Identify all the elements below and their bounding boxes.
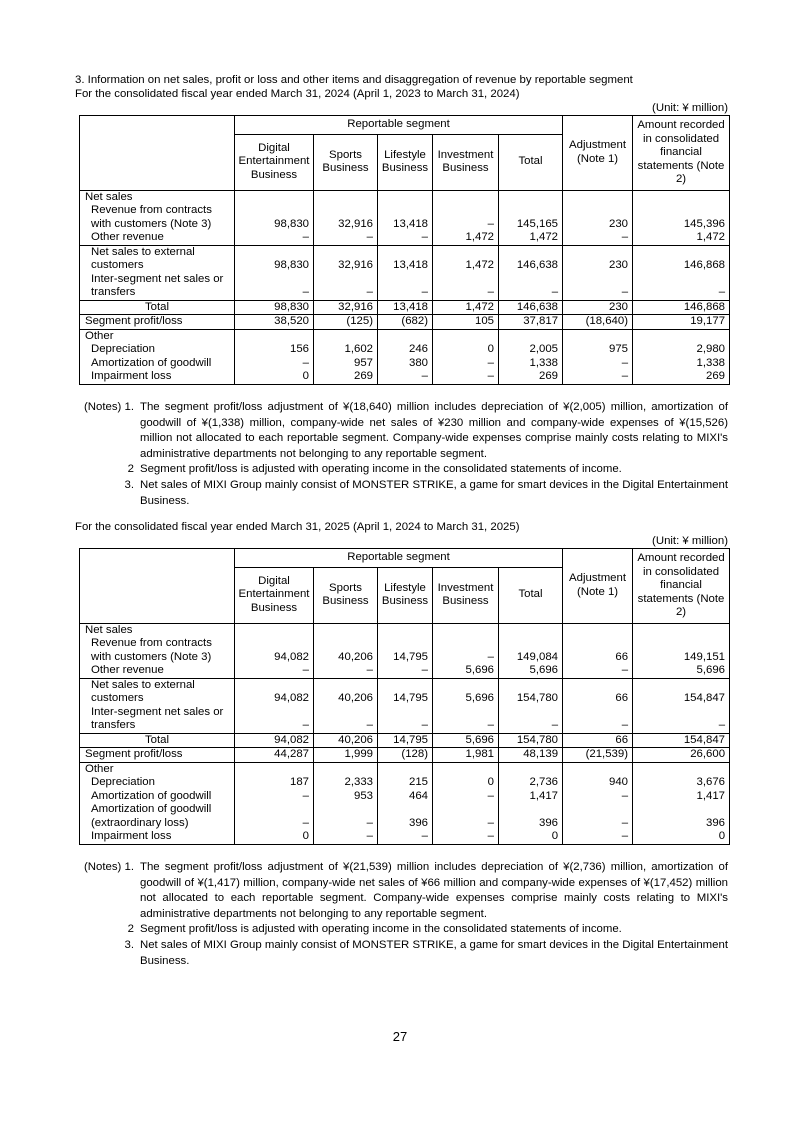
value-cell: –: [235, 803, 314, 830]
investment-business-header: Investment Business: [433, 567, 499, 623]
value-cell: 230: [563, 245, 633, 273]
value-cell: –: [378, 664, 433, 678]
value-cell: (682): [378, 315, 433, 330]
row-label: Other revenue: [80, 664, 235, 678]
table-row: [80, 231, 730, 245]
table-row: [80, 776, 730, 790]
note-number: (Notes) 1.: [83, 401, 134, 413]
value-cell: –: [433, 830, 499, 844]
value-cell: 957: [314, 357, 378, 371]
reportable-segment-header: Reportable segment: [235, 116, 563, 135]
row-label: Impairment loss: [80, 830, 235, 844]
table-row: [80, 678, 730, 706]
value-cell: 2,736: [499, 776, 563, 790]
value-cell: 146,868: [633, 245, 730, 273]
table-row: [80, 245, 730, 273]
value-cell: 98,830: [235, 204, 314, 231]
note-text: Net sales of MIXI Group mainly consist of MONSTER STRIKE, a game for smart devices in the Digital Entertainment Business.: [140, 938, 728, 967]
value-cell: 94,082: [235, 678, 314, 706]
value-cell: 105: [433, 315, 499, 330]
value-cell: 953: [314, 790, 378, 804]
value-cell: –: [433, 706, 499, 734]
value-cell: 149,084: [499, 637, 563, 664]
fy2025-segment-table: [79, 548, 730, 845]
value-cell: 37,817: [499, 315, 563, 330]
value-cell: 149,151: [633, 637, 730, 664]
value-cell: –: [563, 790, 633, 804]
lifestyle-business-header: Lifestyle Business: [378, 567, 433, 623]
note-item: [72, 922, 728, 938]
value-cell: –: [563, 830, 633, 844]
value-cell: 940: [563, 776, 633, 790]
total-header: Total: [499, 134, 563, 190]
consolidated-amount-header: Amount recorded in consolidated financial statements (Note 2): [633, 116, 730, 191]
digital-entertainment-header: Digital Entertainment Business: [235, 134, 314, 190]
value-cell: 1,472: [433, 245, 499, 273]
other-label: Other: [80, 329, 235, 343]
note-item: [72, 478, 728, 509]
value-cell: –: [563, 357, 633, 371]
value-cell: 40,206: [314, 678, 378, 706]
value-cell: 154,847: [633, 678, 730, 706]
total-row: [80, 300, 730, 315]
value-cell: 154,780: [499, 678, 563, 706]
note-number: 2: [127, 463, 134, 476]
sports-business-header: Sports Business: [314, 134, 378, 190]
total-row: [80, 733, 730, 748]
value-cell: 14,795: [378, 637, 433, 664]
value-cell: (18,640): [563, 315, 633, 330]
value-cell: 5,696: [433, 664, 499, 678]
section-title: 3. Information on net sales, profit or loss and other items and disaggregation of revenue by reportable segment: [75, 74, 633, 86]
table-row: [80, 343, 730, 357]
table-row: [80, 803, 730, 830]
value-cell: –: [433, 790, 499, 804]
value-cell: –: [633, 273, 730, 301]
fy2024-notes: [72, 400, 728, 509]
table-corner-cell: [80, 116, 235, 191]
value-cell: 3,676: [633, 776, 730, 790]
note-text: Net sales of MIXI Group mainly consist of MONSTER STRIKE, a game for smart devices in the Digital Entertainment Business.: [140, 478, 728, 507]
value-cell: 1,981: [433, 748, 499, 763]
value-cell: 145,165: [499, 204, 563, 231]
row-label: Revenue from contracts with customers (Note 3): [80, 637, 235, 664]
value-cell: 145,396: [633, 204, 730, 231]
net-sales-label: Net sales: [80, 190, 235, 204]
value-cell: 396: [378, 803, 433, 830]
row-label: Amortization of goodwill: [80, 357, 235, 371]
note-item: [72, 860, 728, 922]
fy2025-unit-label: (Unit: ¥ million): [652, 535, 728, 547]
value-cell: –: [433, 370, 499, 384]
value-cell: 1,417: [499, 790, 563, 804]
table-corner-cell: [80, 549, 235, 624]
value-cell: 66: [563, 733, 633, 748]
row-label: Segment profit/loss: [80, 315, 235, 330]
value-cell: –: [235, 706, 314, 734]
value-cell: 1,472: [433, 231, 499, 245]
value-cell: –: [499, 706, 563, 734]
value-cell: 1,472: [633, 231, 730, 245]
adjustment-header: Adjustment (Note 1): [563, 549, 633, 624]
note-item: [72, 938, 728, 969]
value-cell: –: [563, 664, 633, 678]
table-row: [80, 204, 730, 231]
value-cell: 0: [235, 830, 314, 844]
value-cell: 32,916: [314, 300, 378, 315]
value-cell: 1,338: [633, 357, 730, 371]
table-row: [80, 370, 730, 384]
value-cell: 0: [433, 343, 499, 357]
other-label: Other: [80, 762, 235, 776]
value-cell: 187: [235, 776, 314, 790]
row-label: Total: [80, 300, 235, 315]
value-cell: 269: [314, 370, 378, 384]
value-cell: 396: [499, 803, 563, 830]
row-label: Total: [80, 733, 235, 748]
value-cell: 13,418: [378, 245, 433, 273]
value-cell: 2,333: [314, 776, 378, 790]
row-label: Inter-segment net sales or transfers: [80, 706, 235, 734]
value-cell: –: [433, 357, 499, 371]
value-cell: (128): [378, 748, 433, 763]
table-row: [80, 273, 730, 301]
net-sales-label: Net sales: [80, 623, 235, 637]
value-cell: 38,520: [235, 315, 314, 330]
value-cell: 94,082: [235, 637, 314, 664]
value-cell: –: [314, 273, 378, 301]
value-cell: –: [314, 706, 378, 734]
value-cell: –: [433, 637, 499, 664]
value-cell: 66: [563, 637, 633, 664]
value-cell: 0: [433, 776, 499, 790]
note-number: (Notes) 1.: [83, 861, 134, 873]
note-number: 3.: [124, 938, 134, 951]
value-cell: –: [314, 830, 378, 844]
note-text: The segment profit/loss adjustment of ¥(18,640) million includes depreciation of ¥(2,005) million, amortization of goodwill of ¥(1,338) million, company-wide net sales of ¥230 million and company-wide expenses of ¥(15,526) million not allocated to each reportable segment. Company-wide expenses comprise mainly costs relating to MIXI's administrative departments not belonging to any reportable segment.: [140, 401, 728, 460]
value-cell: 156: [235, 343, 314, 357]
consolidated-amount-header: Amount recorded in consolidated financial statements (Note 2): [633, 549, 730, 624]
table-row: [80, 706, 730, 734]
value-cell: –: [314, 664, 378, 678]
value-cell: 26,600: [633, 748, 730, 763]
row-label: Other revenue: [80, 231, 235, 245]
value-cell: 5,696: [633, 664, 730, 678]
value-cell: 1,417: [633, 790, 730, 804]
value-cell: 154,847: [633, 733, 730, 748]
table-row: [80, 357, 730, 371]
value-cell: –: [235, 273, 314, 301]
value-cell: 14,795: [378, 733, 433, 748]
value-cell: 146,638: [499, 300, 563, 315]
note-text: The segment profit/loss adjustment of ¥(21,539) million includes depreciation of ¥(2,736) million, amortization of goodwill of ¥(1,417) million, company-wide net sales of ¥66 million and company-wide expenses of ¥(17,452) million not allocated to each reportable segment. Company-wide expenses comprise mainly costs relating to MIXI's administrative departments not belonging to any reportable segment.: [140, 861, 728, 920]
row-label: Amortization of goodwill: [80, 790, 235, 804]
value-cell: 0: [235, 370, 314, 384]
total-header: Total: [499, 567, 563, 623]
value-cell: –: [235, 664, 314, 678]
fy2025-period-heading: For the consolidated fiscal year ended March 31, 2025 (April 1, 2024 to March 31, 2025): [75, 521, 520, 533]
row-label: Impairment loss: [80, 370, 235, 384]
value-cell: 146,868: [633, 300, 730, 315]
value-cell: –: [433, 803, 499, 830]
adjustment-header: Adjustment (Note 1): [563, 116, 633, 191]
value-cell: 0: [499, 830, 563, 844]
value-cell: 215: [378, 776, 433, 790]
value-cell: –: [314, 803, 378, 830]
value-cell: –: [563, 370, 633, 384]
value-cell: –: [235, 790, 314, 804]
investment-business-header: Investment Business: [433, 134, 499, 190]
value-cell: –: [378, 706, 433, 734]
value-cell: 44,287: [235, 748, 314, 763]
fy2025-notes: [72, 860, 728, 969]
row-label: Revenue from contracts with customers (Note 3): [80, 204, 235, 231]
value-cell: 2,980: [633, 343, 730, 357]
value-cell: 230: [563, 204, 633, 231]
value-cell: –: [378, 273, 433, 301]
row-label: Net sales to external customers: [80, 245, 235, 273]
value-cell: 246: [378, 343, 433, 357]
value-cell: –: [314, 231, 378, 245]
value-cell: 269: [633, 370, 730, 384]
value-cell: 5,696: [433, 733, 499, 748]
value-cell: 1,338: [499, 357, 563, 371]
value-cell: 975: [563, 343, 633, 357]
value-cell: (21,539): [563, 748, 633, 763]
fy2024-segment-table: [79, 115, 730, 385]
digital-entertainment-header: Digital Entertainment Business: [235, 567, 314, 623]
value-cell: (125): [314, 315, 378, 330]
reportable-segment-header: Reportable segment: [235, 549, 563, 568]
value-cell: 146,638: [499, 245, 563, 273]
table-row: [80, 790, 730, 804]
value-cell: 230: [563, 300, 633, 315]
row-label: Inter-segment net sales or transfers: [80, 273, 235, 301]
value-cell: 5,696: [499, 664, 563, 678]
note-number: 2: [127, 923, 134, 936]
note-text: Segment profit/loss is adjusted with operating income in the consolidated statements of income.: [140, 463, 622, 476]
value-cell: –: [433, 204, 499, 231]
row-label: Net sales to external customers: [80, 678, 235, 706]
value-cell: 66: [563, 678, 633, 706]
table-row: [80, 830, 730, 844]
value-cell: 5,696: [433, 678, 499, 706]
value-cell: 380: [378, 357, 433, 371]
value-cell: 0: [633, 830, 730, 844]
value-cell: –: [378, 370, 433, 384]
table-row: [80, 637, 730, 664]
value-cell: –: [563, 803, 633, 830]
value-cell: 14,795: [378, 678, 433, 706]
page-number: 27: [392, 1029, 408, 1044]
sports-business-header: Sports Business: [314, 567, 378, 623]
value-cell: 32,916: [314, 245, 378, 273]
value-cell: –: [563, 706, 633, 734]
profit-row: [80, 748, 730, 763]
value-cell: –: [563, 273, 633, 301]
value-cell: 1,999: [314, 748, 378, 763]
value-cell: 13,418: [378, 204, 433, 231]
value-cell: 40,206: [314, 733, 378, 748]
note-item: [72, 462, 728, 478]
note-text: Segment profit/loss is adjusted with operating income in the consolidated statements of income.: [140, 923, 622, 936]
value-cell: 154,780: [499, 733, 563, 748]
value-cell: –: [563, 231, 633, 245]
value-cell: 1,472: [433, 300, 499, 315]
note-number: 3.: [124, 478, 134, 491]
fy2024-period-heading: For the consolidated fiscal year ended March 31, 2024 (April 1, 2023 to March 31, 2024): [75, 88, 520, 100]
profit-row: [80, 315, 730, 330]
value-cell: –: [378, 231, 433, 245]
value-cell: 98,830: [235, 300, 314, 315]
table-row: [80, 664, 730, 678]
row-label: Depreciation: [80, 776, 235, 790]
value-cell: –: [235, 357, 314, 371]
value-cell: –: [378, 830, 433, 844]
row-label: Segment profit/loss: [80, 748, 235, 763]
value-cell: 94,082: [235, 733, 314, 748]
row-label: Depreciation: [80, 343, 235, 357]
value-cell: –: [433, 273, 499, 301]
value-cell: 48,139: [499, 748, 563, 763]
value-cell: –: [235, 231, 314, 245]
value-cell: –: [633, 706, 730, 734]
note-item: [72, 400, 728, 462]
value-cell: 19,177: [633, 315, 730, 330]
value-cell: –: [499, 273, 563, 301]
row-label: Amortization of goodwill (extraordinary loss): [80, 803, 235, 830]
value-cell: 13,418: [378, 300, 433, 315]
value-cell: 32,916: [314, 204, 378, 231]
value-cell: 1,472: [499, 231, 563, 245]
value-cell: 396: [633, 803, 730, 830]
lifestyle-business-header: Lifestyle Business: [378, 134, 433, 190]
value-cell: 464: [378, 790, 433, 804]
value-cell: 1,602: [314, 343, 378, 357]
value-cell: 40,206: [314, 637, 378, 664]
value-cell: 269: [499, 370, 563, 384]
value-cell: 98,830: [235, 245, 314, 273]
value-cell: 2,005: [499, 343, 563, 357]
fy2024-unit-label: (Unit: ¥ million): [652, 102, 728, 114]
